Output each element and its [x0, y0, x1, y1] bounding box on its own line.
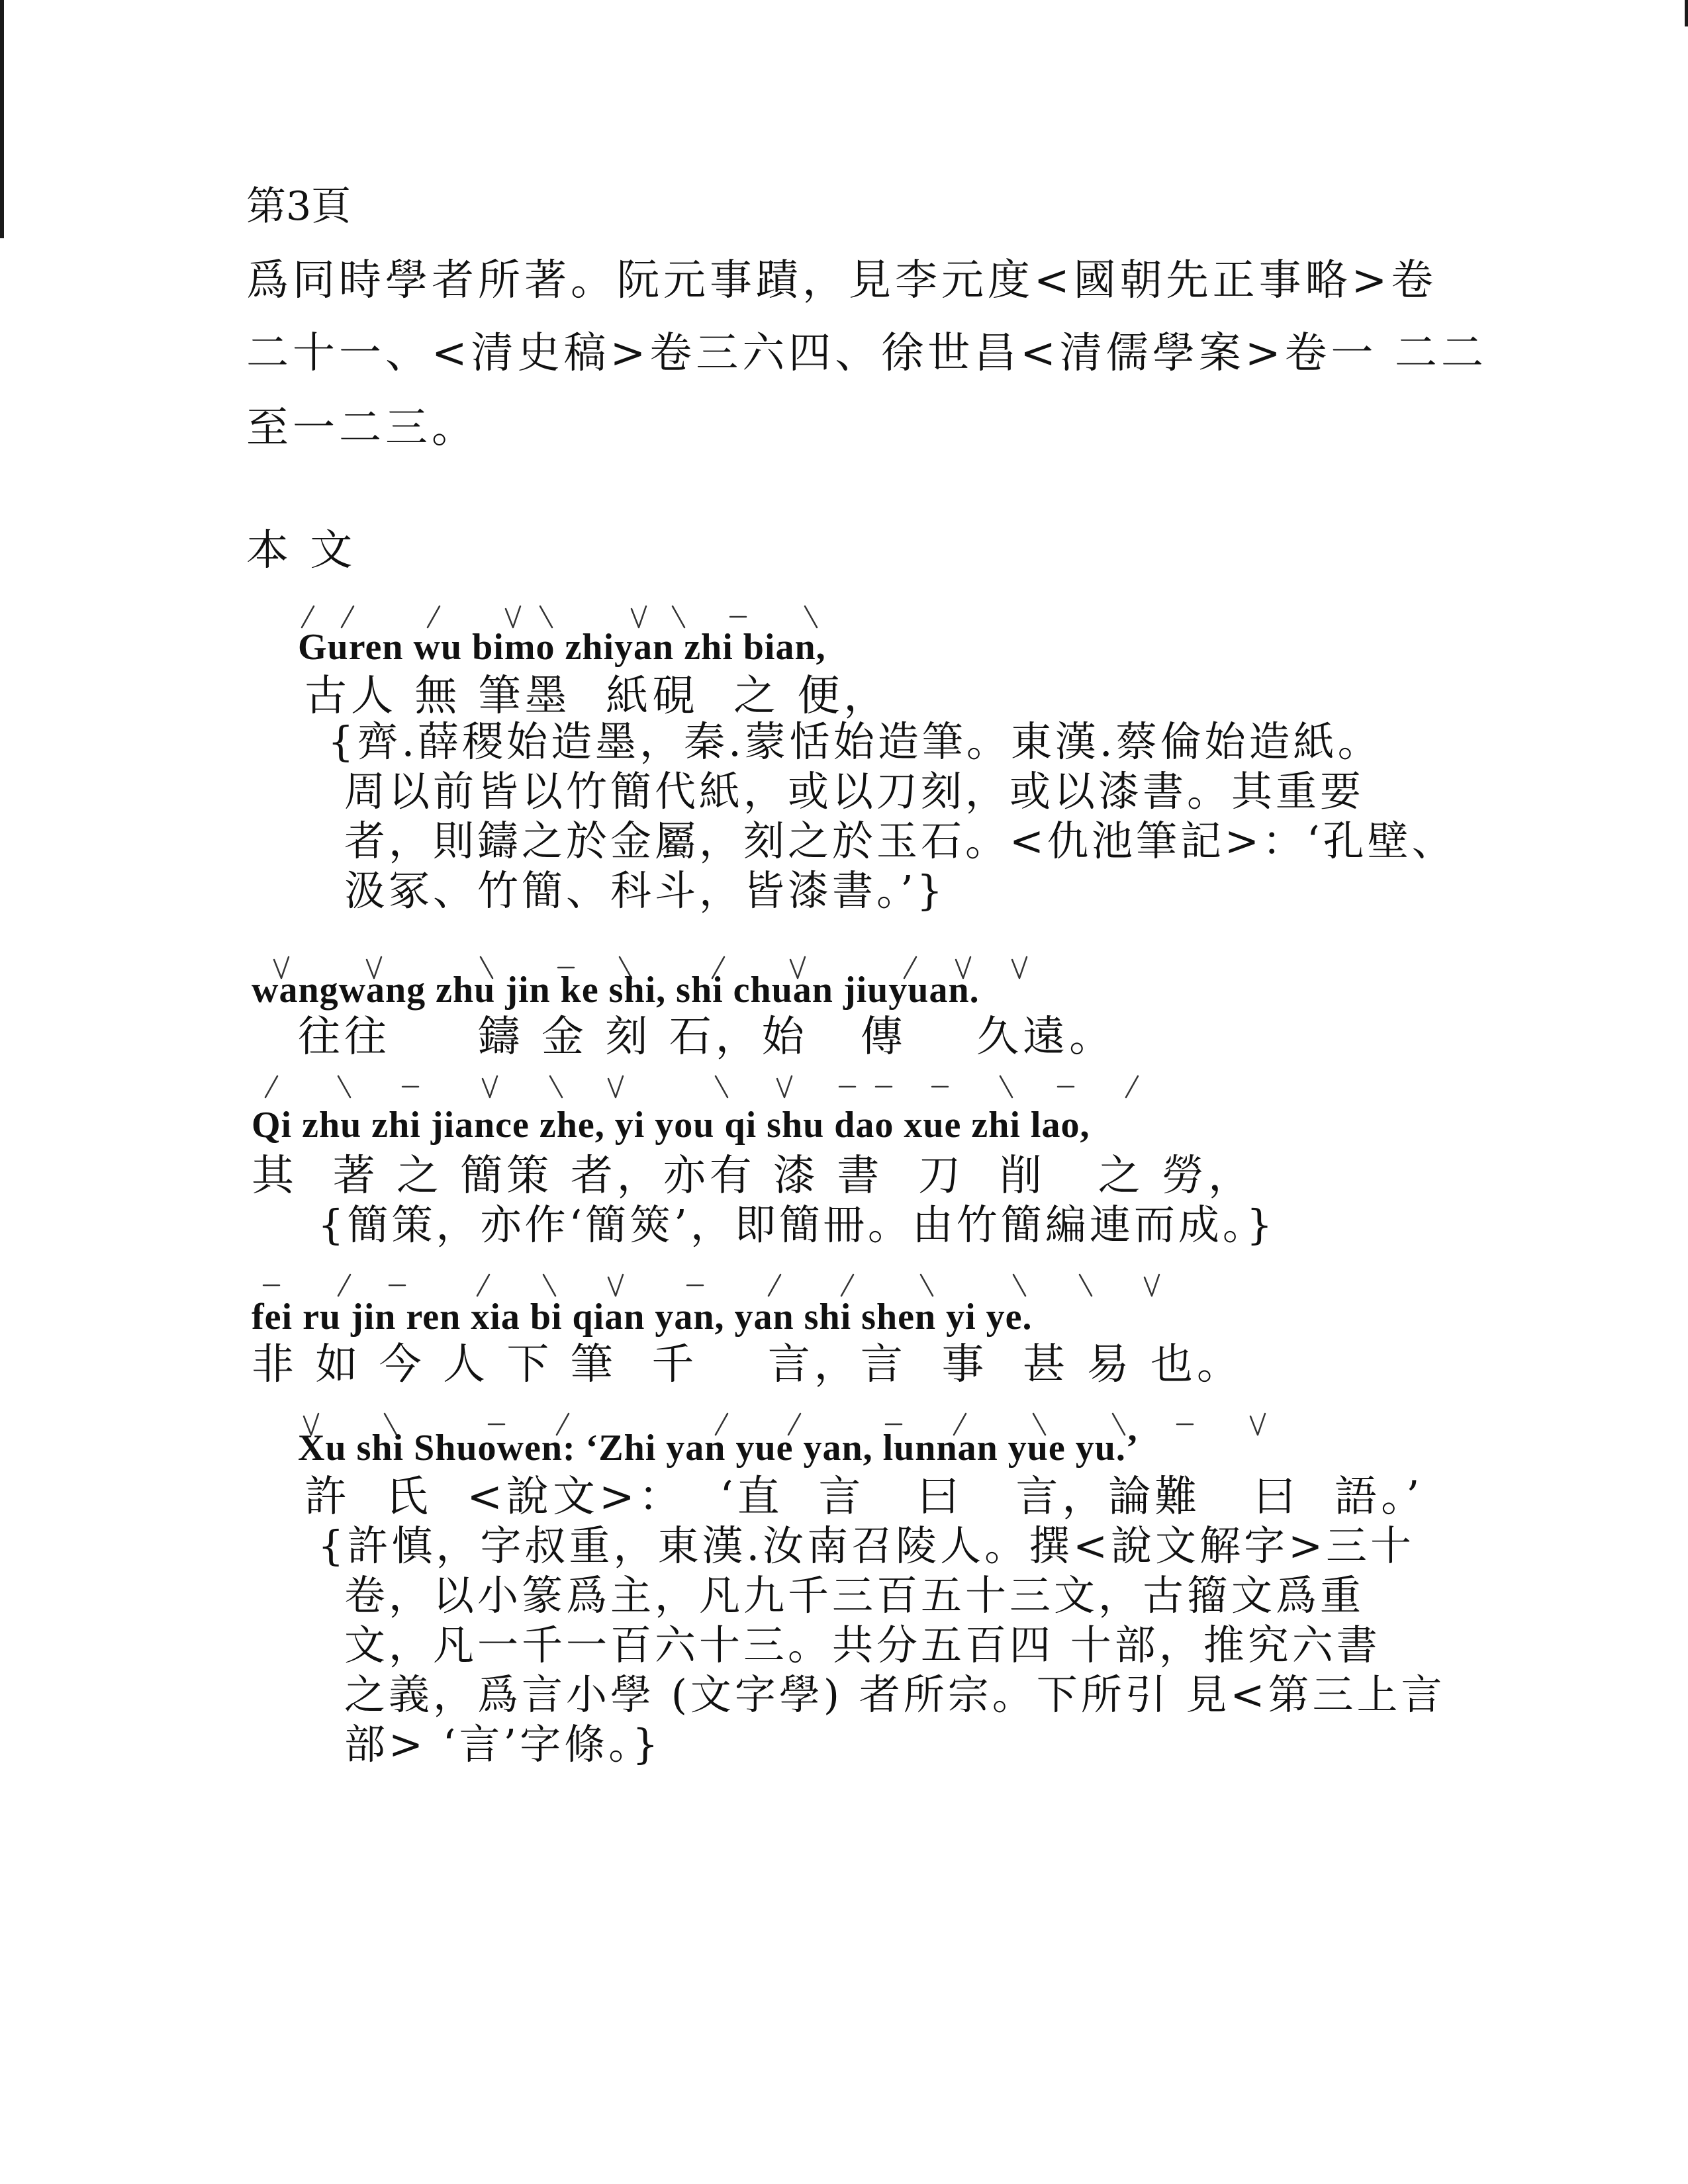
scan-edge-left [0, 0, 4, 238]
tone-mark-falling [1076, 1271, 1096, 1300]
intro-line-1: 爲同時學者所著。阮元事蹟，見李元度<國朝先正事略>卷 [246, 256, 1438, 305]
tone-mark-level [874, 1072, 894, 1101]
annotation-line: 之義，爲言小學 (文字學) 者所宗。下所引 見<第三上言 [344, 1670, 1446, 1719]
tone-mark-falling-rising [1142, 1271, 1162, 1300]
page-label: 第3頁 [246, 183, 352, 230]
tone-mark-falling [334, 1072, 354, 1101]
tone-mark-rising [765, 1271, 784, 1300]
tone-mark-falling [917, 1271, 937, 1300]
annotation-line: 卷，以小篆爲主，凡九千三百五十三文，古籀文爲重 [344, 1571, 1365, 1619]
tone-mark-level [261, 1271, 281, 1300]
annotation-line: {許慎，字叔重，東漢.汝南召陵人。撰<說文解字>三十 [318, 1522, 1415, 1570]
tone-mark-level [387, 1271, 407, 1300]
tone-mark-rising [473, 1271, 493, 1300]
tone-mark-falling-rising [606, 1072, 626, 1101]
pinyin-line: Qi zhu zhi jiance zhe, yi you qi shu dao xue zhi lao, [252, 1105, 1090, 1146]
annotation-line: 部> ‘言’字條。} [344, 1720, 662, 1768]
tone-mark-level [837, 1072, 857, 1101]
chinese-line: 往往 鑄 金 刻 石，始 傳 久遠。 [298, 1013, 1116, 1062]
tone-mark-level [400, 1072, 420, 1101]
tone-mark-level [1056, 1072, 1076, 1101]
annotation-line: 者，則鑄之於金屬，刻之於玉石。<仇池筆記>：‘孔壁、 [344, 817, 1456, 865]
tone-mark-falling [539, 1271, 559, 1300]
annotation-line: {簡策，亦作‘簡筴’，即簡冊。由竹簡編連而成。} [318, 1201, 1276, 1249]
tone-mark-falling-rising [606, 1271, 626, 1300]
chinese-line: 其 著 之 簡策 者，亦有 漆 書 刀 削 之 勞， [252, 1152, 1255, 1201]
annotation-line: 周以前皆以竹簡代紙，或以刀刻，或以漆書。其重要 [344, 767, 1365, 815]
annotation-line: {齊.薛稷始造墨，秦.蒙恬始造筆。東漢.蔡倫始造紙。 [328, 717, 1382, 766]
annotation-line: 文，凡一千一百六十三。共分五百四 十部，推究六書 [344, 1621, 1381, 1669]
tone-mark-falling-rising [480, 1072, 500, 1101]
pinyin-line: wangwang zhu jin ke shi, shi chuan jiuyuan. [252, 970, 980, 1011]
tone-mark-level [930, 1072, 950, 1101]
scan-edge-right [1685, 0, 1688, 26]
tone-mark-falling-rising [774, 1072, 794, 1101]
chinese-line: 古人 無 筆墨 紙硯 之 便， [305, 672, 890, 721]
pinyin-line: Guren wu bimo zhiyan zhi bian, [298, 627, 826, 668]
chinese-line: 非 如 今 人 下 筆 千 言，言 事 甚 易 也。 [252, 1340, 1243, 1389]
tone-mark-falling-rising [1248, 1410, 1268, 1439]
intro-line-2: 二十一、<清史稿>卷三六四、徐世昌<清儒學案>卷一 二二 [246, 329, 1487, 378]
chinese-line: 許 氏 <說文>： ‘直 言 曰 言，論難 曰 語。’ [305, 1473, 1424, 1522]
tone-mark-rising [261, 1072, 281, 1101]
pinyin-line: Xu shi Shuowen: ‘Zhi yan yue yan, lunnan yue yu.’ [298, 1428, 1139, 1469]
section-heading: 本 文 [246, 526, 357, 575]
pinyin-line: fei ru jin ren xia bi qian yan, yan shi shen yi ye. [252, 1297, 1033, 1338]
intro-line-3: 至一二三。 [246, 404, 478, 453]
annotation-line: 汲冢、竹簡、科斗，皆漆書。’} [344, 866, 947, 915]
tone-mark-rising [334, 1271, 354, 1300]
tone-mark-falling [546, 1072, 566, 1101]
tone-mark-rising [1122, 1072, 1142, 1101]
tone-mark-level [1175, 1410, 1195, 1439]
tone-mark-level [685, 1271, 705, 1300]
tone-mark-rising [837, 1271, 857, 1300]
tone-mark-falling-rising [1009, 953, 1029, 982]
tone-mark-falling [712, 1072, 731, 1101]
tone-mark-falling [1009, 1271, 1029, 1300]
tone-mark-falling [996, 1072, 1016, 1101]
